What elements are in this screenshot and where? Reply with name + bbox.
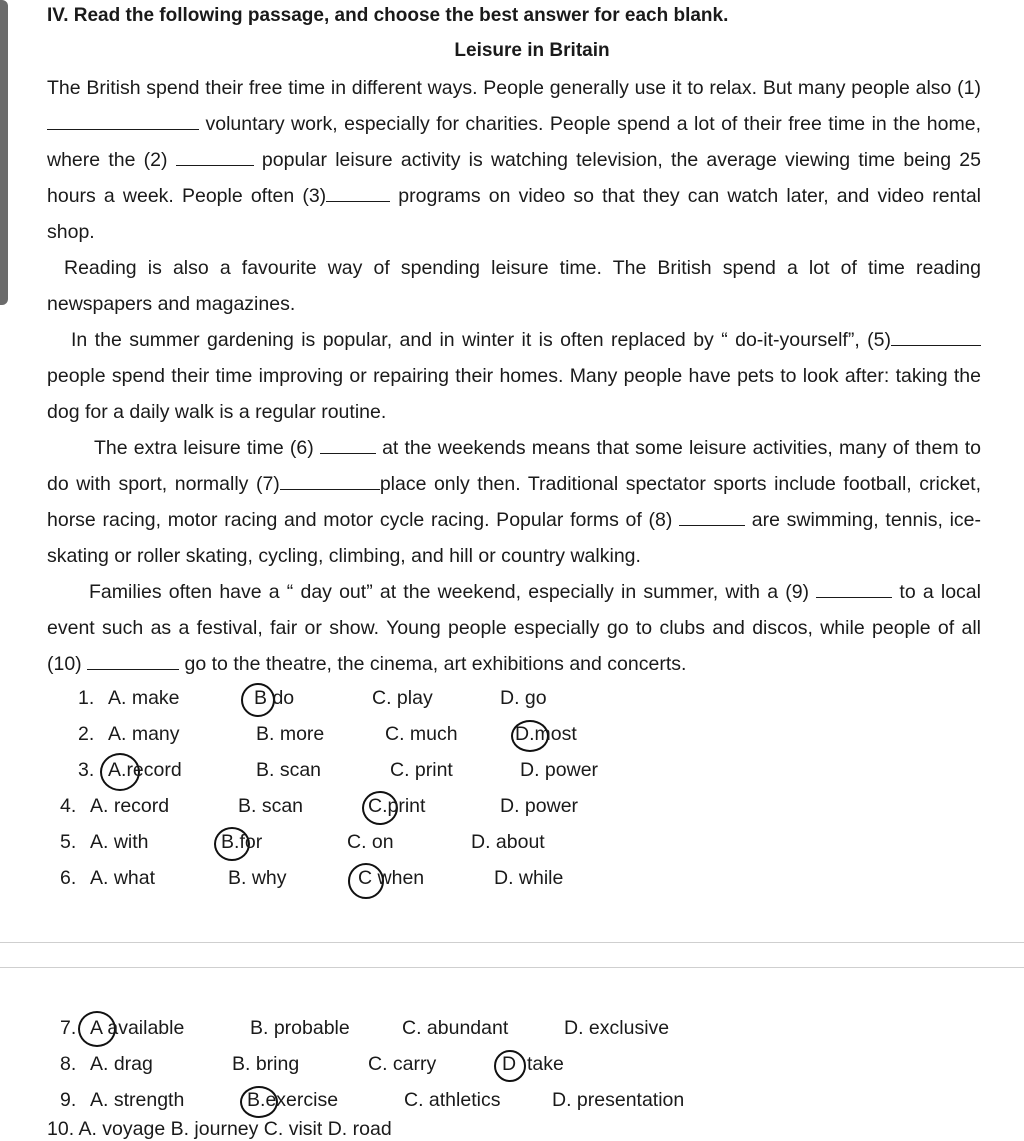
paragraph-text: place only then. Traditional spectator sports include football, cricket, horse racing, motor racing and motor cycle racing. Popular forms of (8) (47, 473, 981, 531)
paragraph-text: voluntary work, especially for charities. People spend a lot of their free time in the home, where the (2) (47, 113, 981, 171)
option-d[interactable]: D. power (520, 759, 599, 781)
paragraph-text: go to the theatre, the cinema, art exhibitions and concerts. (184, 653, 687, 675)
question-number: 1. (78, 687, 95, 709)
option-b[interactable] (247, 1082, 338, 1118)
paragraph-text: programs on video so that they can watch later, and video rental shop. (47, 185, 981, 243)
option-a[interactable]: A. with (90, 831, 149, 853)
option-b[interactable]: B. probable (250, 1017, 350, 1039)
paragraph-2: Reading is also a favourite way of spending leisure time. The British spend a lot of time reading newspapers and magazines. (47, 257, 981, 315)
option-c[interactable]: C. athletics (404, 1089, 501, 1111)
option-a[interactable]: A. strength (90, 1089, 185, 1111)
option-letter: D. (515, 723, 535, 745)
paragraph-text: Families often have a “ day out” at the weekend, especially in summer, with a (9) (89, 581, 810, 603)
option-c[interactable]: C. print (390, 759, 453, 781)
question-row-8 (0, 1046, 1024, 1082)
option-letter: C (358, 867, 373, 889)
option-d[interactable] (502, 1046, 564, 1082)
option-text: exercise (265, 1089, 339, 1111)
option-b[interactable] (221, 824, 262, 860)
question-number: 4. (60, 795, 77, 817)
question-row-7 (0, 1010, 1024, 1046)
option-letter: D (502, 1053, 517, 1075)
option-d[interactable] (515, 716, 577, 752)
question-number: 6. (60, 867, 77, 889)
option-d[interactable]: D. exclusive (564, 1017, 670, 1039)
option-text: record (126, 759, 182, 781)
blank-5[interactable] (891, 329, 981, 346)
option-d[interactable]: D. while (494, 867, 564, 889)
question-number: 5. (60, 831, 77, 853)
blank-6[interactable] (320, 437, 376, 454)
question-row-9 (0, 1082, 1024, 1118)
question-row-10-partial: 10. A. voyage B. journey C. visit D. road (47, 1118, 392, 1140)
option-text: print (387, 795, 426, 817)
blank-9[interactable] (816, 581, 892, 598)
paragraph-3 (47, 322, 981, 430)
paragraph-text: are swimming, tennis, ice-skating or roller skating, cycling, climbing, and hill or country walking. (47, 509, 981, 567)
option-d[interactable]: D. presentation (552, 1089, 685, 1111)
question-row-3 (0, 752, 1024, 788)
option-b[interactable]: B. more (256, 723, 325, 745)
option-a[interactable]: A. what (90, 867, 156, 889)
option-text: available (107, 1017, 185, 1039)
option-d[interactable]: D. go (500, 687, 547, 709)
paragraph-text: popular leisure activity is watching television, the average viewing time being 25 hours a week. People often (3) (47, 149, 981, 207)
option-a[interactable] (90, 1010, 184, 1046)
option-text: most (534, 723, 577, 745)
option-c[interactable]: C. carry (368, 1053, 437, 1075)
question-row-6 (0, 860, 1024, 896)
blank-3[interactable] (326, 185, 390, 202)
option-a[interactable]: A. many (108, 723, 180, 745)
option-b[interactable]: B. scan (256, 759, 322, 781)
option-c[interactable]: C. play (372, 687, 433, 709)
reading-passage (47, 70, 981, 682)
question-number: 8. (60, 1053, 77, 1075)
option-d[interactable]: D. about (471, 831, 545, 853)
option-letter: B. (221, 831, 240, 853)
paragraph-text: The extra leisure time (6) (94, 437, 314, 459)
option-b[interactable] (254, 680, 294, 716)
option-b[interactable]: B. bring (232, 1053, 300, 1075)
option-letter: B. (247, 1089, 266, 1111)
blank-7[interactable] (280, 473, 380, 490)
question-number: 2. (78, 723, 95, 745)
blank-10[interactable] (87, 653, 179, 670)
paragraph-text: to a local event such as a festival, fair or show. Young people especially go to clubs and discos, while people of all (10) (47, 581, 981, 675)
question-row-5 (0, 824, 1024, 860)
paragraph-4 (47, 430, 981, 574)
option-a[interactable]: A. record (90, 795, 170, 817)
blank-1[interactable] (47, 113, 199, 130)
question-number: 7. (60, 1017, 77, 1039)
question-row-2 (0, 716, 1024, 752)
question-number: 3. (78, 759, 95, 781)
blank-2[interactable] (176, 149, 254, 166)
paragraph-text: In the summer gardening is popular, and in winter it is often replaced by “ do-it-yourself”, (5) (71, 329, 891, 351)
option-text: do (272, 687, 295, 709)
option-c[interactable]: C. on (347, 831, 394, 853)
option-d[interactable]: D. power (500, 795, 579, 817)
paragraph-text: at the weekends means that some leisure activities, many of them to do with sport, normally (7) (47, 437, 981, 495)
option-letter: A. (108, 759, 127, 781)
paragraph-text: people spend their time improving or repairing their homes. Many people have pets to look after: taking the dog for a daily walk is a regular routine. (47, 365, 981, 423)
blank-8[interactable] (679, 509, 745, 526)
option-a[interactable]: A. make (108, 687, 180, 709)
option-c[interactable] (358, 860, 424, 896)
option-c[interactable] (368, 788, 425, 824)
option-letter: B (254, 687, 268, 709)
option-a[interactable]: A. drag (90, 1053, 153, 1075)
paragraph-1 (47, 70, 981, 250)
option-text: for (239, 831, 263, 853)
option-letter: C. (368, 795, 388, 817)
paragraph-5 (47, 574, 981, 682)
option-c[interactable]: C. abundant (402, 1017, 509, 1039)
option-text: when (377, 867, 425, 889)
option-b[interactable]: B. scan (238, 795, 304, 817)
option-c[interactable]: C. much (385, 723, 458, 745)
exercise-heading: IV. Read the following passage, and choose the best answer for each blank. (47, 5, 729, 26)
question-row-1 (0, 680, 1024, 716)
option-b[interactable]: B. why (228, 867, 287, 889)
option-text: take (526, 1053, 564, 1075)
page-divider (0, 942, 1024, 968)
paragraph-text: The British spend their free time in different ways. People generally use it to relax. But many people also (1) (47, 77, 981, 99)
option-letter: A (90, 1017, 102, 1039)
option-a[interactable] (108, 752, 182, 788)
passage-title: Leisure in Britain (454, 40, 610, 61)
question-number: 9. (60, 1089, 77, 1111)
question-row-4 (0, 788, 1024, 824)
